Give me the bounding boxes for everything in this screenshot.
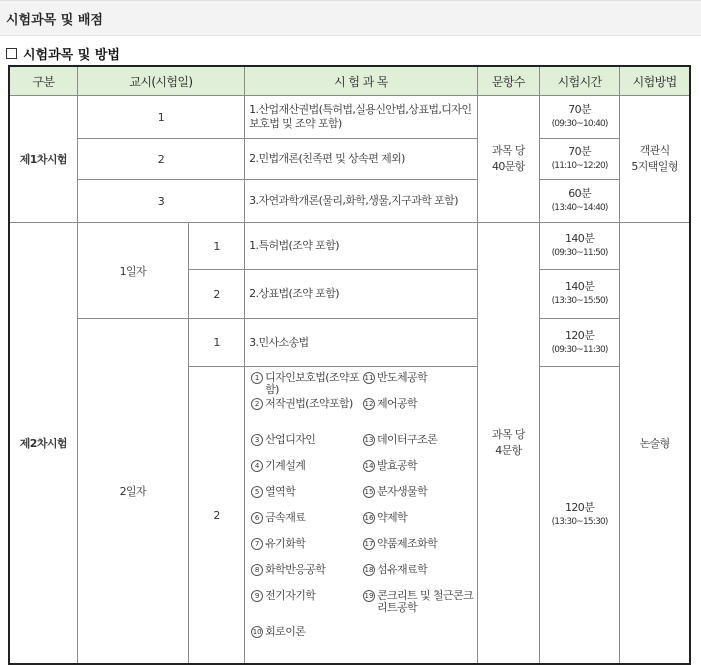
table-header-row (9, 66, 690, 96)
elective-subject-item (363, 537, 475, 563)
square-bullet-icon (6, 48, 17, 59)
time-value: 70분 (568, 145, 592, 158)
col-header-count: 문항수 (477, 66, 539, 96)
elective-subject-item (251, 589, 363, 625)
elective-subject-text: 약품제조화학 (376, 537, 438, 550)
second-time-1 (540, 223, 620, 270)
header-bar (0, 0, 701, 36)
elective-subjects-cell (245, 367, 478, 665)
elective-subject-text: 회로이론 (265, 625, 306, 638)
time-value: 120분 (565, 501, 595, 514)
section-title (6, 44, 120, 63)
second-d2-period-1: 1 (189, 319, 245, 367)
time-range: (13:30~15:50) (551, 296, 608, 306)
circled-number-icon: 13 (364, 436, 374, 444)
elective-subject-item (363, 563, 475, 589)
elective-subject-text: 기계설계 (265, 459, 306, 472)
elective-subject-item (363, 485, 475, 511)
circled-number-icon: 9 (251, 590, 263, 602)
table-row (9, 319, 690, 367)
circled-number-icon: 16 (364, 514, 374, 522)
elective-subject-item (251, 537, 363, 563)
circled-number-icon: 2 (251, 398, 263, 410)
second-time-4 (540, 367, 620, 665)
elective-subject-item (251, 397, 363, 433)
col-header-subject: 시 험 과 목 (245, 66, 478, 96)
circled-number-icon: 14 (364, 462, 374, 470)
exam-table (8, 65, 691, 665)
elective-subject-item (251, 459, 363, 485)
time-range: (13:40~14:40) (551, 203, 608, 213)
elective-subject-item (363, 459, 475, 485)
time-value: 70분 (568, 103, 592, 116)
circled-number-icon: 12 (364, 400, 374, 408)
circled-number-icon: 19 (364, 592, 374, 600)
elective-subject-text: 반도체공학 (376, 371, 428, 384)
table-row (9, 96, 690, 139)
second-d1-period-2: 2 (189, 270, 245, 319)
elective-subject-item (363, 511, 475, 537)
col-header-method: 시험방법 (620, 66, 690, 96)
circled-number-icon: 17 (364, 540, 374, 548)
second-d1-subject-1: 1.특허법(조약 포함) (245, 223, 478, 270)
col-header-period: 교시(시험일) (77, 66, 244, 96)
col-header-time: 시험시간 (540, 66, 620, 96)
time-range: (09:30~11:30) (551, 344, 608, 355)
elective-subject-text: 산업디자인 (265, 433, 316, 446)
elective-subject-text: 약제학 (376, 511, 408, 524)
time-value: 140분 (565, 280, 595, 293)
second-time-2 (540, 270, 620, 319)
first-exam-label: 제1차시험 (9, 96, 77, 223)
elective-subject-item (363, 397, 475, 433)
elective-subject-text: 열역학 (265, 485, 296, 498)
elective-subject-item (251, 563, 363, 589)
elective-subject-text: 콘크리트 및 철근콘크리트공학 (376, 589, 474, 614)
first-time-3 (540, 180, 620, 223)
time-range: (11:10~12:20) (551, 161, 608, 171)
elective-subject-item (363, 433, 475, 459)
first-period-2: 2 (77, 139, 244, 180)
second-d1-period-1: 1 (189, 223, 245, 270)
elective-subject-list (251, 367, 475, 663)
elective-subject-item (251, 625, 363, 661)
elective-subject-item (251, 485, 363, 511)
first-question-count: 과목 당 40문항 (477, 96, 539, 223)
circled-number-icon: 15 (364, 488, 374, 496)
elective-subject-item (363, 589, 475, 625)
circled-number-icon: 8 (251, 564, 263, 576)
second-exam-method: 논술형 (620, 223, 690, 665)
elective-subject-text: 유기화학 (265, 537, 306, 550)
time-range: (13:30~15:30) (551, 517, 608, 527)
time-value: 120분 (565, 328, 595, 342)
time-range: (09:30~11:50) (551, 248, 608, 258)
elective-subject-text: 데이터구조론 (376, 433, 438, 446)
second-exam-label: 제2차시험 (9, 223, 77, 665)
first-subject-2: 2.민법개론(친족편 및 상속편 제외) (245, 139, 478, 180)
first-time-1 (540, 96, 620, 139)
table-row (9, 223, 690, 270)
elective-subject-text: 저작권법(조약포함) (265, 397, 353, 410)
second-d2-subject-1: 3.민사소송법 (245, 319, 478, 367)
table-row (9, 180, 690, 223)
elective-subject-text: 섬유재료학 (376, 563, 428, 576)
elective-subject-text: 제어공학 (376, 397, 418, 410)
elective-subject-text: 전기자기학 (265, 589, 316, 602)
first-period-3: 3 (77, 180, 244, 223)
elective-subject-text: 디자인보호법(조약포함) (265, 371, 360, 396)
table-row (9, 139, 690, 180)
first-subject-3: 3.자연과학개론(물리,화학,생물,지구과학 포함) (245, 180, 478, 223)
second-d1-subject-2: 2.상표법(조약 포함) (245, 270, 478, 319)
elective-subject-item (251, 433, 363, 459)
first-period-1: 1 (77, 96, 244, 139)
section-title-text: 시험과목 및 방법 (23, 48, 120, 63)
first-time-2 (540, 139, 620, 180)
second-d2-period-2: 2 (189, 367, 245, 665)
col-header-category: 구분 (9, 66, 77, 96)
second-time-3 (540, 319, 620, 367)
elective-subject-text: 발효공학 (376, 459, 418, 472)
elective-subject-text: 금속재료 (265, 511, 306, 524)
circled-number-icon: 1 (251, 372, 263, 384)
circled-number-icon: 3 (251, 434, 263, 446)
circled-number-icon: 7 (251, 538, 263, 550)
circled-number-icon: 6 (251, 512, 263, 524)
elective-subject-text: 화학반응공학 (265, 563, 326, 576)
elective-subject-item (363, 371, 475, 397)
first-subject-1: 1.산업재산권법(특허법,실용신안법,상표법,디자인보호법 및 조약 포함) (245, 96, 478, 139)
first-exam-method: 객관식 5지택일형 (620, 96, 690, 223)
second-question-count: 과목 당 4문항 (477, 223, 539, 665)
circled-number-icon: 4 (251, 460, 263, 472)
time-range: (09:30~10:40) (551, 119, 608, 129)
elective-subject-text: 분자생물학 (376, 485, 428, 498)
circled-number-icon: 11 (364, 374, 374, 382)
second-day-1: 1일자 (77, 223, 188, 319)
circled-number-icon: 10 (252, 628, 262, 636)
page-title: 시험과목 및 배점 (6, 13, 103, 28)
elective-subject-item (251, 511, 363, 537)
time-value: 140분 (565, 232, 595, 245)
second-day-2: 2일자 (77, 319, 188, 665)
circled-number-icon: 18 (364, 566, 374, 574)
time-value: 60분 (568, 187, 592, 200)
elective-subject-item (251, 371, 363, 397)
circled-number-icon: 5 (251, 486, 263, 498)
